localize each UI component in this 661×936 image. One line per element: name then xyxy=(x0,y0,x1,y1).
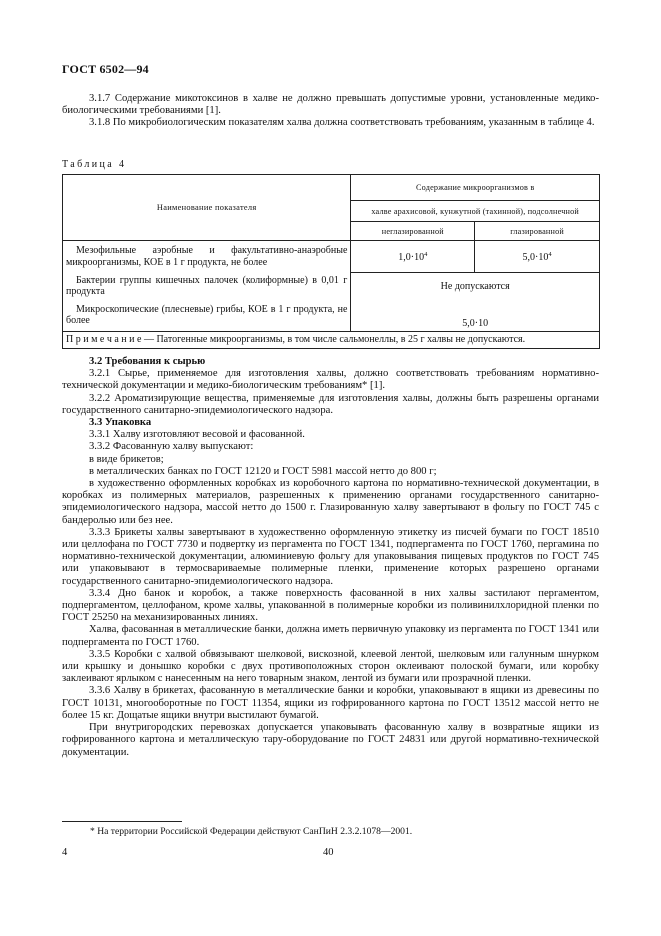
paragraph-3-3-1: 3.3.1 Халву изготовляют весовой и фасованной. xyxy=(89,429,305,441)
row-name-coliform: Бактерии группы кишечных палочек (колиформные) в 0,01 г продукта xyxy=(63,273,351,300)
page-number-center: 40 xyxy=(323,847,334,858)
paragraph-3-2-1: 3.2.1 Сырье, применяемое для изготовления халвы, должно соответствовать требованиям нормативно-технической документации и медико-биологическим требованиям* [1]. xyxy=(62,368,599,392)
paragraph-3-3-4: 3.3.4 Дно банок и коробок, а также поверхность фасованной в них халвы застилают пергаментом, подпергаментом, целлофаном, кроме халвы, упакованной в полимерные коробки из поливинилхлоридной пленки по ГОСТ 25250 на механизированных линиях. xyxy=(62,587,599,624)
body-sections xyxy=(62,356,599,759)
cell-molds-value: 5,0·10 xyxy=(351,300,600,332)
paragraph-3-1-7: 3.1.7 Содержание микотоксинов в халве не должно превышать допустимые уровни, установленные медико-биологическими требованиями [1]. xyxy=(62,93,599,117)
footnote: * На территории Российской Федерации действуют СанПиН 2.3.2.1078—2001. xyxy=(90,826,413,837)
col-header-glazed: глазированной xyxy=(475,222,600,241)
microbiology-table xyxy=(62,174,600,349)
paragraph-3-1-8: 3.1.8 По микробиологическим показателям халва должна соответствовать требованиям, указанным в таблице 4. xyxy=(89,117,595,129)
page-number-left: 4 xyxy=(62,847,68,858)
paragraph-3-3-6: 3.3.6 Халву в брикетах, фасованную в металлические банки и коробки, упаковывают в ящики из древесины по ГОСТ 10131, многооборотные по ГОСТ 11354, ящики из гофрированного картона по ГОСТ 13512 массой нетто не более 15 кг. Дощатые ящики внутри выстилают бумагой. xyxy=(62,685,599,721)
list-item-metal-cans: в металлических банках по ГОСТ 12120 и ГОСТ 5981 массой нетто до 800 г; xyxy=(89,465,437,477)
paragraph-3-3-2: 3.3.2 Фасованную халву выпускают: xyxy=(89,441,254,453)
paragraph-3-3-5: 3.3.5 Коробки с халвой обвязывают шелковой, вискозной, клеевой лентой, шелковым или галунным шнурком или крышку и донышко коробки с двух противоположных сторон оклеивают полоской бумаги, или коробку заклеивают ярлыком с нанесенным на него товарным знаком, лентой из бумаги или прозрачной пленки. xyxy=(62,648,599,685)
col-header-group: Содержание микроорганизмов в xyxy=(351,175,600,201)
col-header-name: Наименование показателя xyxy=(63,175,351,241)
cell-glazed-value: $5,0\cdot 10^4$ xyxy=(475,241,600,273)
document-header: ГОСТ 6502—94 xyxy=(62,62,149,76)
table-note: П р и м е ч а н и е — Патогенные микроорганизмы, в том числе сальмонеллы, в 25 г халвы не допускаются. xyxy=(63,332,600,349)
cell-coliform-value: Не допускаются xyxy=(351,273,600,300)
paragraph-metal-cans-packing: Халва, фасованная в металлические банки, должна иметь первичную упаковку из пергамента по ГОСТ 1341 или подпергамента по ГОСТ 1760. xyxy=(62,624,599,648)
intro-paragraphs xyxy=(62,93,599,130)
col-header-subgroup: халве арахисовой, кунжутной (тахинной), подсолнечной xyxy=(351,201,600,222)
list-item-boxes: в художественно оформленных коробках из коробочного картона по нормативно-технической документации, в коробках из полимерных материалов, разрешенных к применению органами государственного санитарно-эпидемиологического надзора, массой нетто до 1500 г. Глазированную халву завертывают в фольгу по ГОСТ 745 с бандеролью или без нее. xyxy=(62,478,599,526)
row-name-mesophilic: Мезофильные аэробные и факультативно-анаэробные микроорганизмы, КОЕ в 1 г продукта, не более xyxy=(63,241,351,273)
table-caption: Таблица 4 xyxy=(62,159,127,170)
section-3-2-title: 3.2 Требования к сырью xyxy=(89,356,206,367)
list-item-briquettes: в виде брикетов; xyxy=(89,453,164,465)
paragraph-3-3-3: 3.3.3 Брикеты халвы завертывают в художественно оформленную этикетку из писчей бумаги по ГОСТ 18510 или целлофана по ГОСТ 7730 и подвертку из пергамента по ГОСТ 1341, подпергамента по ГОСТ 1760, пергамина по нормативно-технической документации, алюминиевую фольгу для упаковывания пищевых продуктов по ГОСТ 745 или упаковывают в термосвариваемые полимерные пленки, применение которых разрешено органами государственного санитарно-эпидемиологического надзора. xyxy=(62,526,599,587)
footnote-divider xyxy=(62,821,182,822)
section-3-3-title: 3.3 Упаковка xyxy=(89,417,152,429)
paragraph-city-transport: При внутригородских перевозках допускается упаковывать фасованную халву в возвратные ящики из гофрированного картона и металлическую тару-оборудование по ГОСТ 24831 или другой нормативно-технической документации. xyxy=(62,722,599,758)
cell-unglazed-value: $1,0\cdot 10^4$ xyxy=(351,241,475,273)
paragraph-3-2-2: 3.2.2 Ароматизирующие вещества, применяемые для изготовления халвы, должны быть разрешены органами государственного санитарно-эпидемиологического надзора. xyxy=(62,392,599,416)
row-name-molds: Микроскопические (плесневые) грибы, КОЕ в 1 г продукта, не более xyxy=(63,300,351,332)
col-header-unglazed: неглазированной xyxy=(351,222,475,241)
